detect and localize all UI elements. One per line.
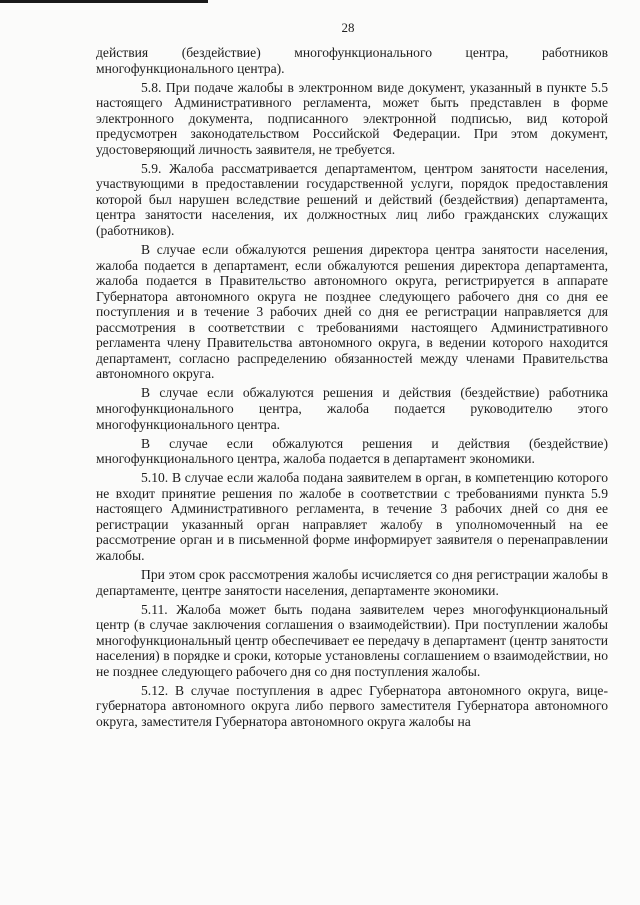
- page-number: 28: [341, 20, 355, 35]
- top-rule: [0, 0, 208, 3]
- paragraph-5-12: 5.12. В случае поступления в адрес Губернатора автономного округа, вице-губернатора автономного округа либо первого заместителя Губернатора автономного округа, заместителя Губернатора автономного округа жалобы на: [96, 682, 608, 729]
- paragraph-5-11: 5.11. Жалоба может быть подана заявителем через многофункциональный центр (в случае заключения соглашения о взаимодействии). При поступлении жалобы многофункциональный центр обеспечивает ее передачу в департамент (центр занятости населения) в порядке и сроки, которые установлены соглашением о взаимодействии, но не позднее следующего рабочего дня со дня поступления жалобы.: [96, 601, 608, 679]
- paragraph-continuation: действия (бездействие) многофункционального центра, работников многофункционального центра).: [96, 45, 608, 76]
- paragraph-5-10: 5.10. В случае если жалоба подана заявителем в орган, в компетенцию которого не входит принятие решения по жалобе в соответствии с требованиями пункта 5.9 настоящего Административного регламента, в течение 3 рабочих дней со дня ее регистрации указанный орган направляет жалобу в уполномоченный на ее рассмотрение орган и в письменной форме информирует заявителя о перенаправлении жалобы.: [96, 470, 608, 563]
- paragraph-5-9-mfc-appeal: В случае если обжалуются решения и действия (бездействие) многофункционального центра, жалоба подается в департамент экономики.: [96, 435, 608, 467]
- paragraph-5-9-director-appeal: В случае если обжалуются решения директора центра занятости населения, жалоба подается в департамент, если обжалуются решения директора департамента, жалоба подается в Правительство автономного округа, регистрируется в аппарате Губернатора автономного округа не позднее следующего рабочего дня со дня ее поступления и в течение 3 рабочих дней со дня ее регистрации направляется для рассмотрения в соответствии с требованиями настоящего Административного регламента члену Правительства автономного округа, в ведении которого находится департамент, согласно распределению обязанностей между членами Правительства автономного округа.: [96, 242, 608, 382]
- paragraph-5-9: 5.9. Жалоба рассматривается департаментом, центром занятости населения, участвующими в предоставлении государственной услуги, порядок предоставления которой был нарушен вследствие решений и действий (бездействия) департамента, центра занятости населения, их должностных лиц либо гражданских служащих (работников).: [96, 160, 608, 239]
- paragraph-5-8: 5.8. При подаче жалобы в электронном виде документ, указанный в пункте 5.5 настоящего Административного регламента, может быть представлен в форме электронного документа, подписанного электронной подписью, вид которой предусмотрен законодательством Российской Федерации. При этом документ, удостоверяющий личность заявителя, не требуется.: [96, 79, 608, 157]
- paragraph-5-9-mfc-worker-appeal: В случае если обжалуются решения и действия (бездействие) работника многофункционального центра, жалоба подается руководителю этого многофункционального центра.: [96, 385, 608, 432]
- paragraph-5-10-term: При этом срок рассмотрения жалобы исчисляется со дня регистрации жалобы в департаменте, центре занятости населения, департаменте экономики.: [96, 567, 608, 598]
- document-body: [96, 45, 608, 733]
